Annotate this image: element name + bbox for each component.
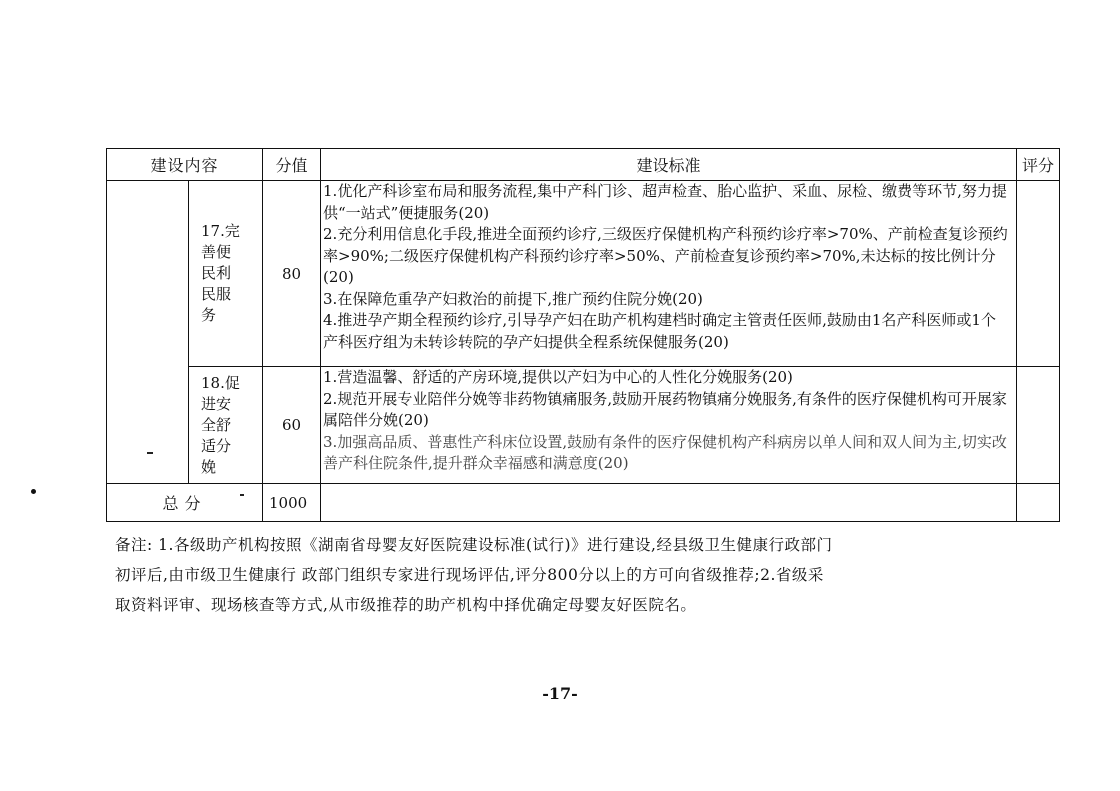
header-evaluation: 评分 bbox=[1017, 149, 1060, 181]
item-line: 民服 bbox=[201, 285, 232, 303]
item-line: 善便 bbox=[201, 243, 232, 261]
item-line: 娩 bbox=[201, 457, 217, 476]
total-evaluation-cell bbox=[1017, 484, 1060, 522]
page-number: -17- bbox=[542, 684, 578, 703]
score-cell-17: 80 bbox=[263, 181, 321, 367]
total-row bbox=[107, 484, 1060, 522]
item-cell-18 bbox=[189, 367, 263, 484]
footnote bbox=[115, 530, 1015, 620]
standard-cell-18 bbox=[321, 367, 1017, 484]
evaluation-cell-17 bbox=[1017, 181, 1060, 367]
footnote-line: 备注: 1.各级助产机构按照《湖南省母婴友好医院建设标准(试行)》进行建设,经县级卫生健康行政部门 bbox=[115, 536, 833, 554]
criterion: 3.在保障危重孕产妇救治的前提下,推广预约住院分娩(20) bbox=[323, 289, 703, 308]
item-line: 进安 bbox=[201, 394, 232, 413]
evaluation-table bbox=[106, 148, 1060, 522]
item-line: 17.完 bbox=[201, 222, 240, 240]
item-line: 务 bbox=[201, 306, 217, 324]
item-cell-17 bbox=[189, 181, 263, 367]
criterion: 4.推进孕产期全程预约诊疗,引导孕产妇在助产机构建档时确定主管责任医师,鼓励由1名产科医师或1个产科医疗组为未转诊转院的孕产妇提供全程系统保健服务(20) bbox=[323, 311, 996, 351]
score-cell-18: 60 bbox=[263, 367, 321, 484]
header-content: 建设内容 bbox=[107, 149, 263, 181]
table-row bbox=[107, 181, 1060, 367]
standard-cell-17 bbox=[321, 181, 1017, 367]
item-line: 民利 bbox=[201, 264, 232, 282]
criterion: 2.充分利用信息化手段,推进全面预约诊疗,三级医疗保健机构产科预约诊疗率>70%、产前检查复诊预约率>90%;二级医疗保健机构产科预约诊疗率>50%、产前检查复诊预约率>70%,未达标的按比例计分(20) bbox=[323, 225, 1008, 286]
scan-speck-mark bbox=[240, 494, 244, 496]
item-line: 适分 bbox=[201, 436, 232, 455]
table-header-row bbox=[107, 149, 1060, 181]
footnote-line: 初评后,由市级卫生健康行 政部门组织专家进行现场评估,评分800分以上的方可向省级推荐;2.省级采 bbox=[115, 566, 824, 584]
criterion: 1.优化产科诊室布局和服务流程,集中产科门诊、超声检查、胎心监护、采血、尿检、缴费等环节,努力提供“一站式”便捷服务(20) bbox=[323, 182, 1007, 222]
header-standard: 建设标准 bbox=[321, 149, 1017, 181]
criterion: 1.营造温馨、舒适的产房环境,提供以产妇为中心的人性化分娩服务(20) bbox=[323, 368, 793, 386]
criterion: 2.规范开展专业陪伴分娩等非药物镇痛服务,鼓励开展药物镇痛分娩服务,有条件的医疗保健机构可开展家属陪伴分娩(20) bbox=[323, 389, 1007, 429]
item-line: 18.促 bbox=[201, 373, 240, 392]
evaluation-cell-18 bbox=[1017, 367, 1060, 484]
total-label: 总分 bbox=[107, 484, 263, 522]
item-line: 全舒 bbox=[201, 415, 232, 434]
scan-dot-mark bbox=[31, 489, 36, 494]
total-score: 1000 bbox=[263, 484, 321, 522]
footnote-line: 取资料评审、现场核查等方式,从市级推荐的助产机构中择优确定母婴友好医院名。 bbox=[115, 596, 697, 614]
header-score: 分值 bbox=[263, 149, 321, 181]
category-cell bbox=[107, 181, 189, 484]
scan-speck-mark bbox=[147, 452, 153, 454]
total-standard-cell bbox=[321, 484, 1017, 522]
criterion: 3.加强高品质、普惠性产科床位设置,鼓励有条件的医疗保健机构产科病房以单人间和双人间为主,切实改善产科住院条件,提升群众幸福感和满意度(20) bbox=[323, 432, 1007, 472]
table-row bbox=[107, 367, 1060, 484]
